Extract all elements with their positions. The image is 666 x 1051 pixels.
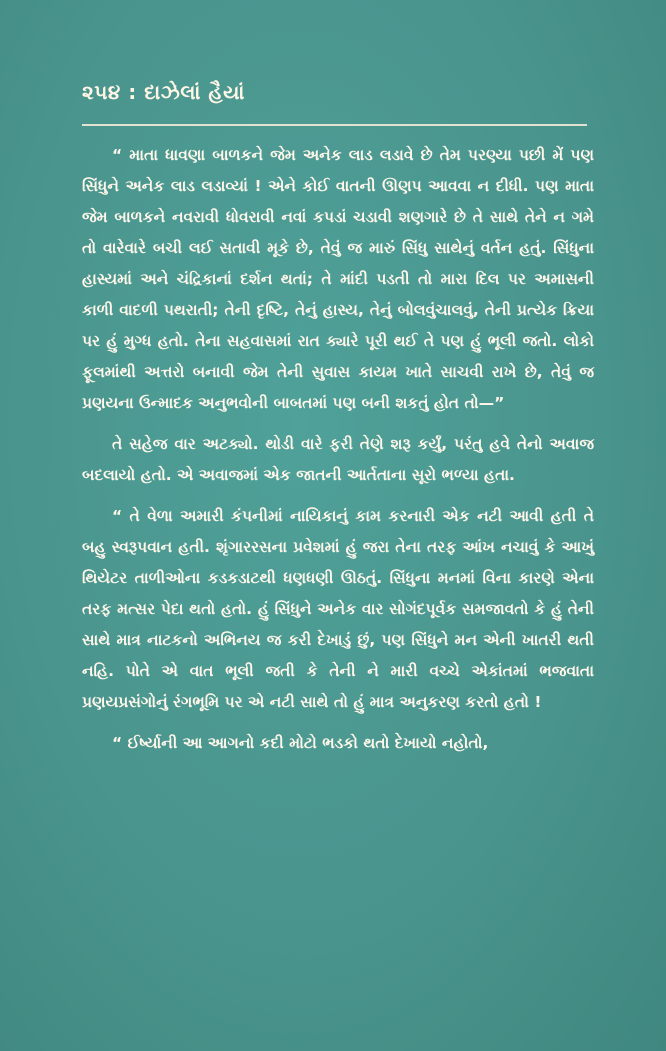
paragraph-3: “ તે વેળા અમારી કંપનીમાં નાયિકાનું કામ કરનારી એક નટી આવી હતી તે બહુ સ્વરૂપવાન હતી. શૃંગારરસના પ્રવેશમાં હું જરા તેના તરફ આંખ નચાવું કે આખું થિયેટર તાળીઓના કડકડાટથી ધણધણી ઊઠતું. સિંધુના મનમાં વિના કારણે એના તરફ મત્સર પેદા થતો હતો. હું સિંધુને અનેક વાર સોગંદપૂર્વક સમજાવતો કે હું તેની સાથે માત્ર નાટકનો અભિનય જ કરી દેખાડું છું, પણ સિંધુને મન એની ખાતરી થતી નહિ. પોતે એ વાત ભૂલી જતી કે તેની ને મારી વચ્ચે એકાંતમાં ભજવાતા પ્રણયપ્રસંગોનું રંગભૂમિ પર એ નટી સાથે તો હું માત્ર અનુકરણ કરતો હતો !	[82, 507, 594, 711]
header-rule	[82, 124, 587, 126]
page-body	[82, 140, 594, 769]
paragraph-4: “ ઈર્ષ્યાની આ આગનો કદી મોટો ભડકો થતો દેખાયો નહોતો,	[112, 734, 489, 752]
page-header: ૨૫૪ : દાઝેલાં હૈયાં	[82, 80, 245, 104]
paragraph-2: તે સહેજ વાર અટક્યો. થોડી વારે ફરી તેણે શરૂ કર્યું, પરંતુ હવે તેનો અવાજ બદલાયો હતો. એ અવાજમાં એક જાતની આર્તતાના સૂરો ભળ્યા હતા.	[82, 435, 594, 484]
paragraph-1: “ માતા ધાવણા બાળકને જેમ અનેક લાડ લડાવે છે તેમ પરણ્યા પછી મેં પણ સિંધુને અનેક લાડ લડાવ્યાં ! એને કોઈ વાતની ઊણપ આવવા ન દીધી. પણ માતા જેમ બાળકને નવરાવી ધોવરાવી નવાં કપડાં ચડાવી શણગારે છે તે સાથે તેને ન ગમે તો વારેવારે બચી લઈ સતાવી મૂકે છે, તેવું જ મારું સિંધુ સાથેનું વર્તન હતું. સિંધુના હાસ્યમાં અને ચંદ્રિકાનાં દર્શન થતાં; તે માંદી પડતી તો મારા દિલ પર અમાસની કાળી વાદળી પથરાતી; તેની દૃષ્ટિ, તેનું હાસ્ય, તેનું બોલવુંચાલવું, તેની પ્રત્યેક ક્રિયા પર હું મુગ્ધ હતો. તેના સહવાસમાં રાત ક્યારે પૂરી થઈ તે પણ હું ભૂલી જતો. લોકો ફૂલમાંથી અત્તરો બનાવી જેમ તેની સુવાસ કાયમ ખાતે સાચવી રાખે છે, તેવું જ પ્રણયના ઉન્માદક અનુભવોની બાબતમાં પણ બની શકતું હોત તો—”	[82, 146, 594, 412]
